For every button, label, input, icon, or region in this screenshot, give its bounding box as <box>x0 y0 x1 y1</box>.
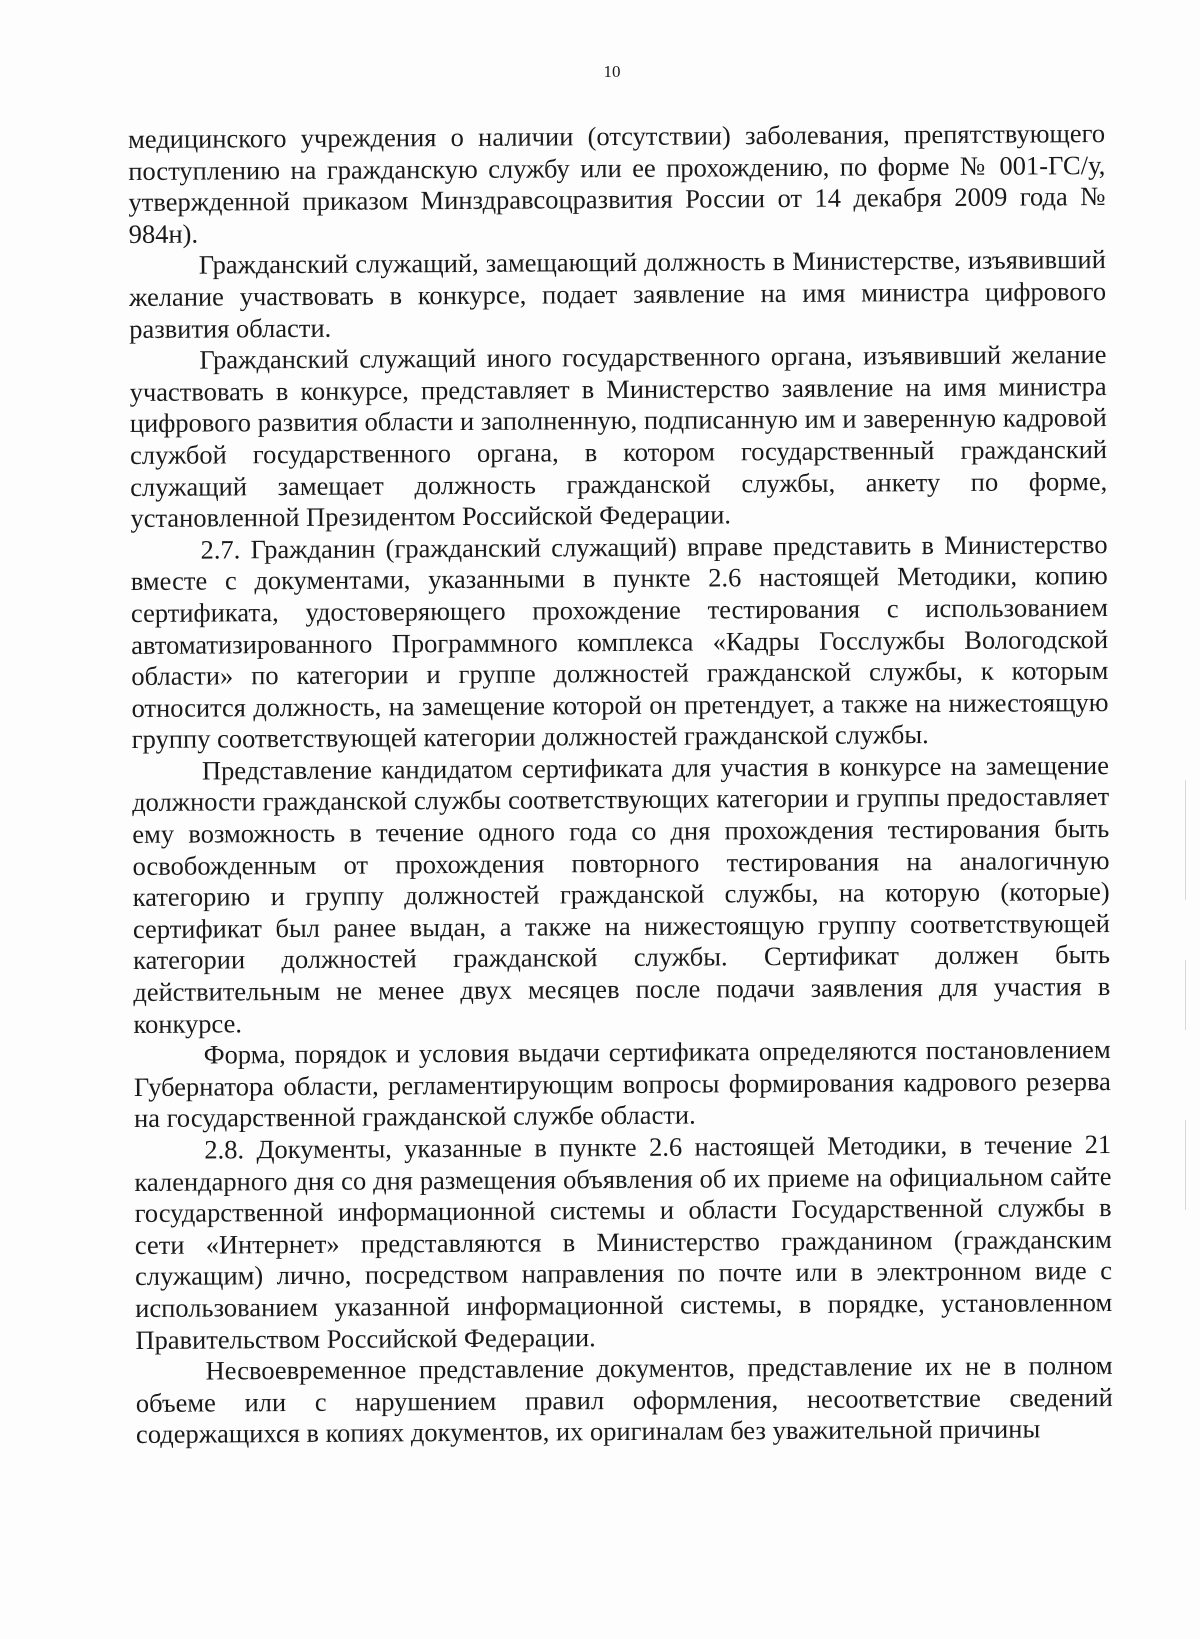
page-number: 10 <box>603 62 621 81</box>
scan-edge-mark <box>1185 1120 1186 1210</box>
paragraph-late-submission: Несвоевременное представление документов, представление их не в полном объеме или с нарушением правил оформления, несоответствие сведений содержащихся в копиях документов, их оригиналам без уважительной причины <box>135 1350 1113 1450</box>
scan-edge-mark <box>1185 960 1186 1030</box>
paragraph-certificate-benefit: Представление кандидатом сертификата для участия в конкурсе на замещение должности гражданской службы соответствующих категории и группы предоставляет ему возможность в течение одного года со дня прохождения тестирования быть освобожденным от прохождения повторного тестирования на аналогичную категорию и группу должностей гражданской службы, на которую (которые) сертификат был ранее выдан, а также на нижестоящую группу соответствующей категории должностей гражданской службы. Сертификат должен быть действительным не менее двух месяцев после подачи заявления для участия в конкурсе. <box>132 749 1111 1039</box>
paragraph-applicant-ministry-employee: Гражданский служащий, замещающий должность в Министерстве, изъявивший желание участвовать в конкурсе, подает заявление на имя министра цифрового развития области. <box>128 244 1107 344</box>
document-body <box>128 118 1113 1451</box>
paragraph-continuation: медицинского учреждения о наличии (отсутствии) заболевания, препятствующего поступлению на гражданскую службу или ее прохождению, по форме № 001-ГС/у, утвержденной приказом Минздравсоцразвития России от 14 декабря 2009 года № 984н). <box>128 118 1106 249</box>
paragraph-applicant-other-agency: Гражданский служащий иного государственного органа, изъявивший желание участвовать в конкурсе, представляет в Министерство заявление на имя министра цифрового развития области и заполненную, подписанную им и заверенную кадровой службой государственного органа, в котором государственный гражданский служащий замещает должность гражданской службы, анкету по форме, установленной Президентом Российской Федерации. <box>129 339 1108 534</box>
scan-edge-mark <box>1185 780 1186 900</box>
paragraph-section-2-8: 2.8. Документы, указанные в пункте 2.6 настоящей Методики, в течение 21 календарного дня со дня размещения объявления об их приеме на официальном сайте государственной информационной системы и области Государственной службы в сети «Интернет» представляются в Министерство гражданином (гражданским служащим) лично, посредством направления по почте или в электронном виде с использованием указанной информационной системы, в порядке, установленном Правительством Российской Федерации. <box>134 1129 1113 1355</box>
paragraph-certificate-form: Форма, порядок и условия выдачи сертификата определяются постановлением Губернатора области, регламентирующим вопросы формирования кадрового резерва на государственной гражданской службе области. <box>133 1034 1111 1134</box>
paragraph-section-2-7: 2.7. Гражданин (гражданский служащий) вправе представить в Министерство вместе с документами, указанными в пункте 2.6 настоящей Методики, копию сертификата, удостоверяющего прохождение тестирования с использованием автоматизированного Программного комплекса «Кадры Госслужбы Вологодской области» по категории и группе должностей гражданской службы, к которым относится должность, на замещение которой он претендует, а также на нижестоящую группу соответствующей категории должностей гражданской службы. <box>130 528 1109 755</box>
